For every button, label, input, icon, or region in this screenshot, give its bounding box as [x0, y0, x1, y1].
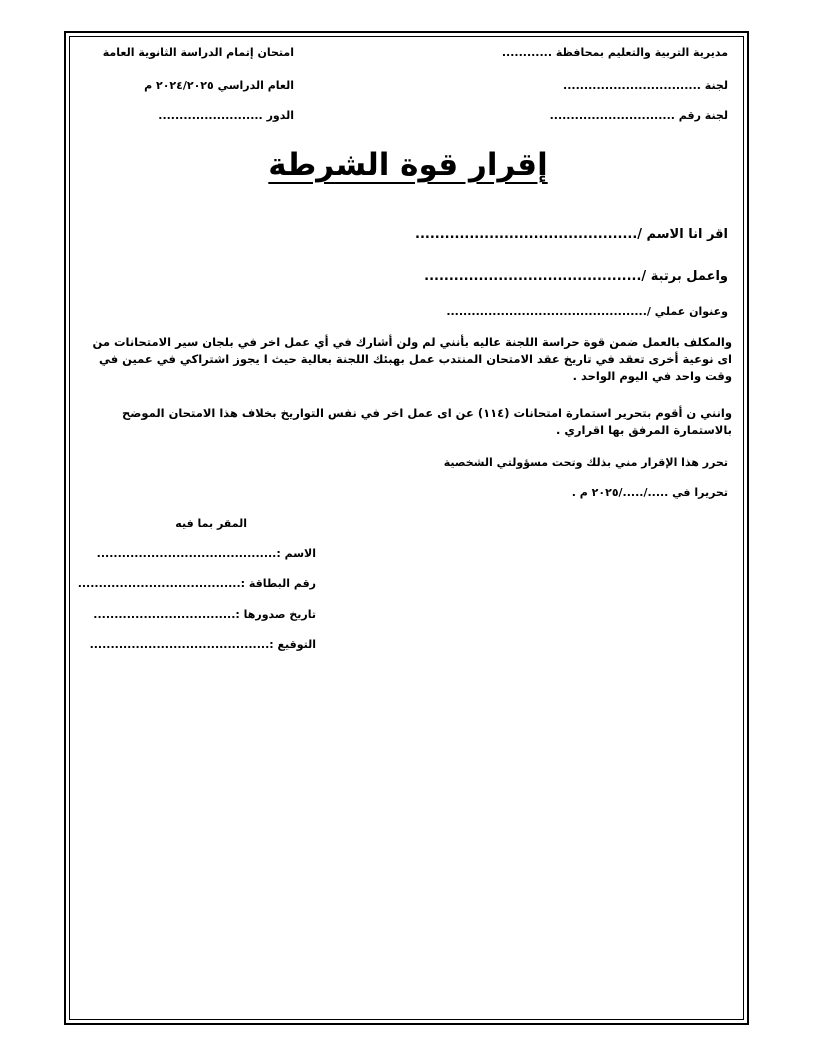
- form-paragraph: وانني ن أقوم بتحرير استمارة امتحانات (١١٤) عن اى عمل اخر في نفس التواريخ بخلاف هذا الامتحان الموضح بالاستمارة المرفق بها اقراري .: [122, 406, 732, 437]
- signature-heading: المقر بما فيه: [175, 517, 247, 530]
- committee-number-line: لجنة رقم ..............................: [549, 109, 728, 122]
- page-title: إقرار قوة الشرطة: [268, 147, 548, 183]
- responsibility-statement: تحرر هذا الإقرار مني بذلك وتحت مسؤولتي الشخصية: [443, 456, 728, 469]
- work-address-line: وعنوان عملي /................................................: [446, 305, 728, 318]
- declarant-name-line: اقر انا الاسم /.............................................: [415, 227, 728, 242]
- rank-line: واعمل برتبة /............................................: [424, 269, 728, 284]
- signature-line: التوقيع :...........................................: [89, 638, 316, 651]
- card-number-line: رقم البطاقة :.......................................: [77, 577, 316, 590]
- commitment-paragraph: والمكلف بالعمل ضمن قوة حراسة اللجنة عاليه بأنني لم ولن أشارك في أي عمل اخر في بلجان سير الامتحانات من اى نوعية أخرى تعقد في تاريخ عقد الامتحان المنتدب عمل بهبئك اللجنة بعالية حيث ا يجوز اشتراكي في عمين في وقت واحد في اليوم الواحد .: [92, 335, 732, 383]
- exam-name: امتحان إتمام الدراسة الثانوية العامة: [102, 46, 294, 59]
- date-line: تحريرا في ...../...../٢٠٢٥ م .: [571, 486, 728, 499]
- issue-date-line: تاريخ صدورها :..................................: [93, 608, 316, 621]
- committee-line: لجنة .................................: [563, 79, 728, 92]
- directorate-line: مديرية التربية والتعليم بمحافظة ............: [501, 46, 728, 59]
- exam-round-line: الدور .........................: [158, 109, 294, 122]
- academic-year: العام الدراسي ٢٠٢٤/٢٠٢٥ م: [144, 79, 294, 92]
- page-border-inner: [69, 36, 744, 1020]
- signer-name-line: الاسم :...........................................: [96, 547, 316, 560]
